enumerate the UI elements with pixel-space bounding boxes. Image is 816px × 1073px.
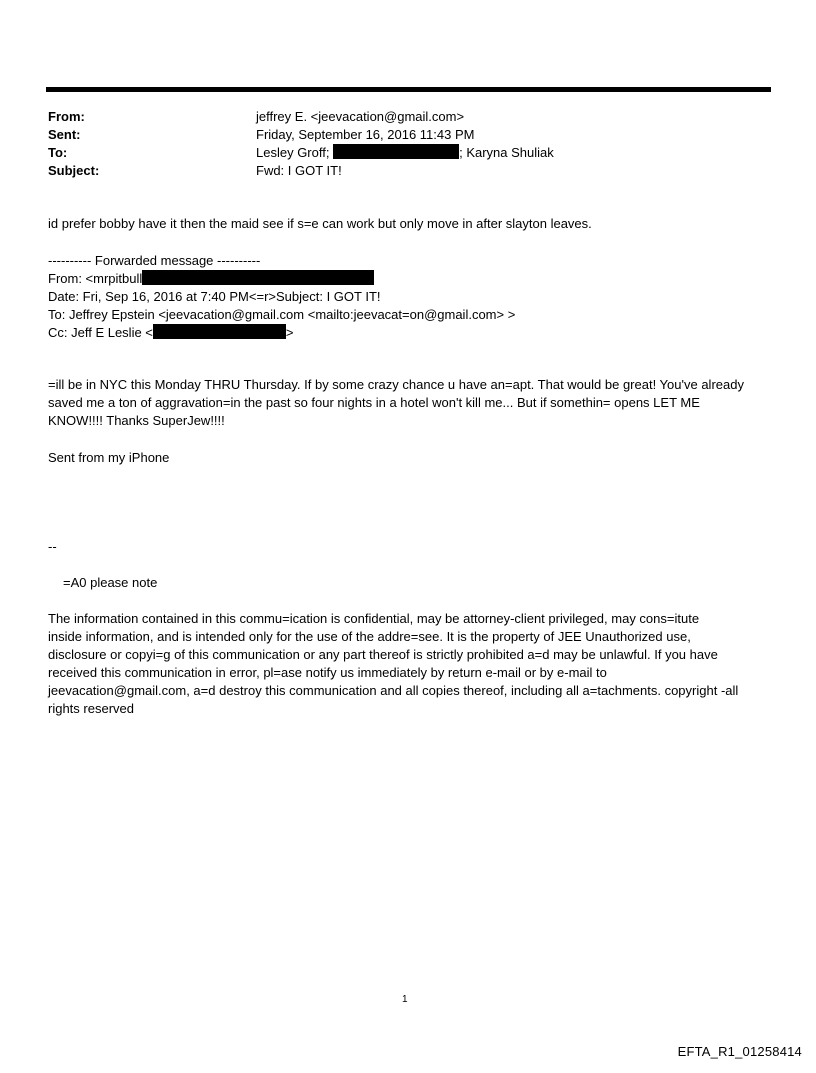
forwarded-cc [48,324,773,342]
forwarded-from [48,270,773,288]
to-label: To: [48,145,68,160]
disclaimer-line: disclosure or copyi=g of this communication or any part thereof is strictly prohibited a=d may be unlawful. If you have [48,647,718,662]
email-header [48,108,554,180]
signature-dashes: -- [48,539,57,554]
from-label: From: [48,109,85,124]
to-recipient-1: Lesley Groff; [256,145,330,160]
sent-row [48,126,554,144]
disclaimer-line: inside information, and is intended only for the use of the addre=see. It is the property of JEE Unauthorized use, [48,629,691,644]
signature-text: Sent from my iPhone [48,450,170,465]
to-value [256,144,554,162]
signature-paragraph [48,449,773,467]
message-paragraph [48,376,773,430]
from-value: jeffrey E. <jeevacation@gmail.com> [256,109,465,124]
disclaimer-line: rights reserved [48,701,134,716]
message-line: saved me a ton of aggravation=in the past so four nights in a hotel won't kill me... But if somethin= opens LET ME [48,395,700,410]
from-row [48,108,554,126]
sent-value: Friday, September 16, 2016 11:43 PM [256,127,475,142]
page-number: 1 [402,994,408,1005]
forwarded-from-text: From: <mrpitbull [48,271,143,286]
disclaimer-line: received this communication in error, pl=ase notify us immediately by return e-mail or by e-mail to [48,665,607,680]
sent-label: Sent: [48,127,81,142]
please-note-paragraph [63,574,788,592]
to-row [48,144,554,162]
to-recipient-3: ; Karyna Shuliak [459,145,554,160]
forwarded-date: Date: Fri, Sep 16, 2016 at 7:40 PM<=r>Subject: I GOT IT! [48,289,381,304]
message-line: KNOW!!!! Thanks SuperJew!!!! [48,413,225,428]
dashes-paragraph [48,538,773,556]
intro-paragraph [48,215,773,233]
message-line: =ill be in NYC this Monday THRU Thursday. If by some crazy chance u have an=apt. That would be great! You've already [48,377,744,392]
subject-value: Fwd: I GOT IT! [256,163,342,178]
disclaimer-line: jeevacation@gmail.com, a=d destroy this communication and all copies thereof, including all a=tachments. copyright -all [48,683,739,698]
bates-number: EFTA_R1_01258414 [677,1044,802,1059]
forward-separator: ---------- Forwarded message ---------- [48,253,261,268]
redaction-box [142,270,374,285]
subject-row [48,162,554,180]
disclaimer-line: The information contained in this commu=ication is confidential, may be attorney-client privileged, may cons=itute [48,611,700,626]
forwarded-cc-end: > [285,325,294,340]
redaction-box [333,144,459,159]
forwarded-cc-text: Cc: Jeff E Leslie < [48,325,153,340]
subject-label: Subject: [48,163,100,178]
disclaimer-paragraph [48,610,773,718]
please-note-text: =A0 please note [63,575,158,590]
redaction-box [153,324,286,339]
header-rule [46,87,771,92]
forwarded-block [48,252,773,342]
intro-text: id prefer bobby have it then the maid see if s=e can work but only move in after slayton leaves. [48,216,592,231]
forwarded-to: To: Jeffrey Epstein <jeevacation@gmail.com <mailto:jeevacat=on@gmail.com> > [48,307,516,322]
